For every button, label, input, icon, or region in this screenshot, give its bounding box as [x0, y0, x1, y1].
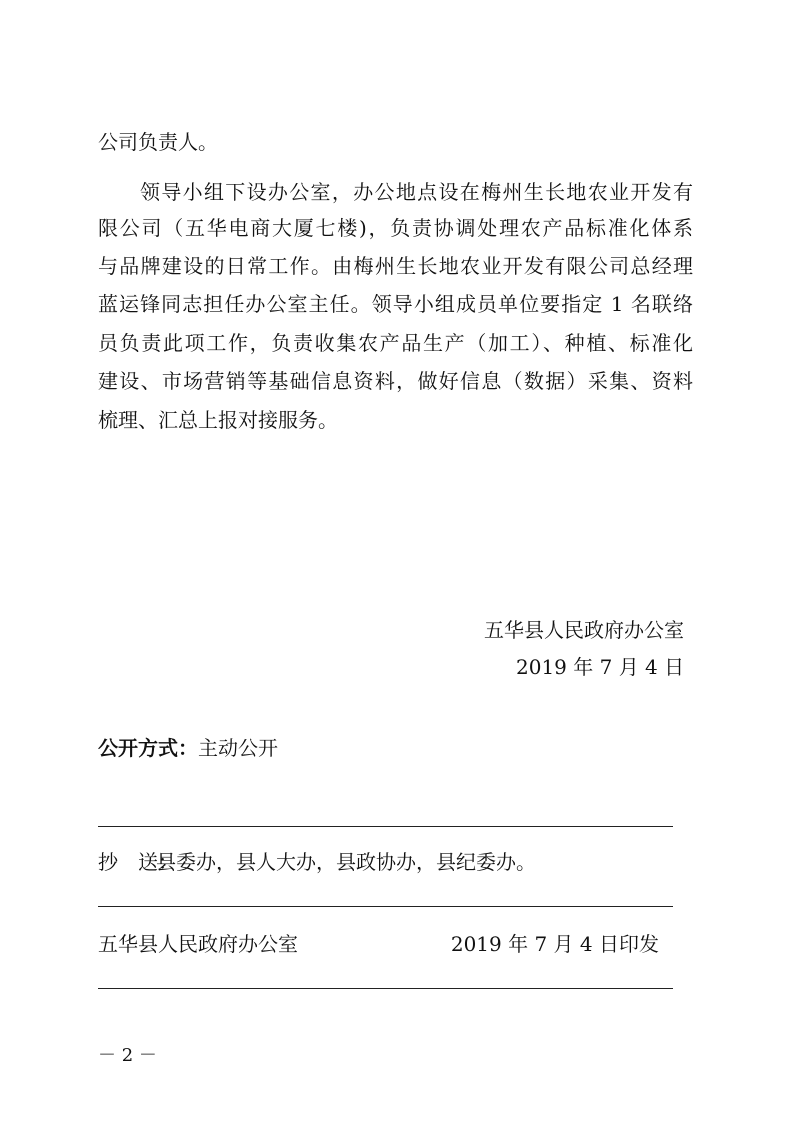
body-line: 与品牌建设的日常工作。由梅州生长地农业开发有限公司总经理	[98, 254, 693, 278]
disclosure-line	[98, 734, 278, 762]
footer-issuer: 五华县人民政府办公室	[98, 932, 298, 956]
body-line: 员负责此项工作，负责收集农产品生产（加工）、种植、标准化	[98, 331, 693, 355]
cc-label: 抄 送：	[98, 850, 178, 874]
footer-rule-middle	[98, 906, 673, 907]
cc-recipients: 县委办，县人大办，县政协办，县纪委办。	[156, 850, 536, 874]
signoff-issuer: 五华县人民政府办公室	[484, 618, 684, 642]
disclosure-label: 公开方式：	[98, 736, 198, 760]
body-line: 领导小组下设办公室，办公地点设在梅州生长地农业开发有	[140, 180, 693, 204]
page-number: － 2 －	[98, 1045, 157, 1066]
footer-rule-bottom	[98, 988, 673, 989]
footer-print-date: 2019 年 7 月 4 日印发	[450, 932, 659, 956]
cc-row	[98, 848, 673, 876]
body-line: 限公司（五华电商大厦七楼)，负责协调处理农产品标准化体系	[98, 216, 693, 240]
print-row	[98, 930, 673, 958]
disclosure-value: 主动公开	[198, 736, 278, 760]
body-line: 梳理、汇总上报对接服务。	[98, 408, 338, 432]
body-line: 蓝运锋同志担任办公室主任。领导小组成员单位要指定 1 名联络	[98, 292, 693, 316]
body-line: 建设、市场营销等基础信息资料，做好信息（数据）采集、资料	[98, 369, 693, 393]
body-line: 公司负责人。	[98, 130, 218, 154]
signoff-date: 2019 年 7 月 4 日	[516, 655, 685, 679]
footer-rule-top	[98, 826, 673, 827]
